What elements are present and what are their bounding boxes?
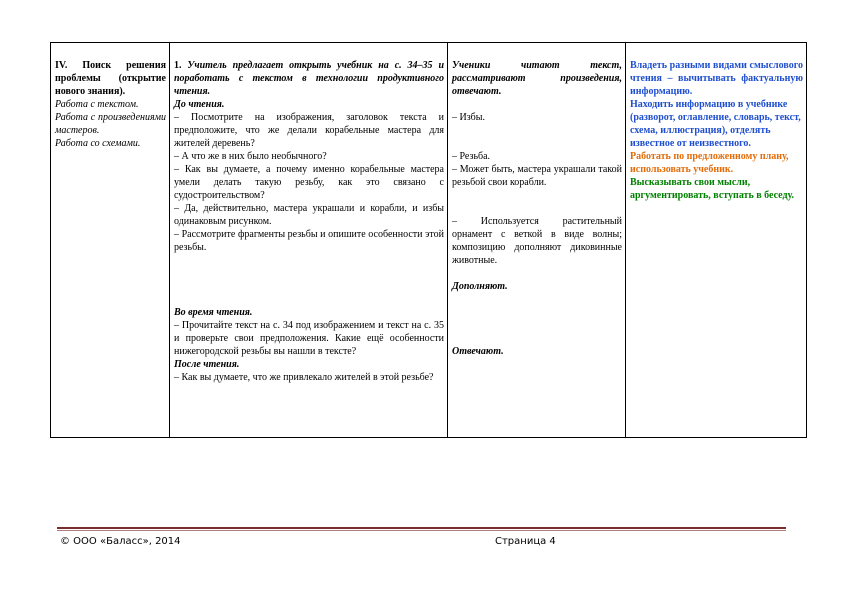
student-answer: – Избы.: [452, 112, 485, 123]
work-masters: Работа с произведениями мастеров.: [55, 112, 166, 136]
lesson-table: [50, 42, 807, 438]
footer-divider-thin: [57, 530, 786, 531]
spacer: [452, 124, 622, 150]
teacher-intro: [174, 59, 444, 98]
before-line: – А что же в них было необычного?: [174, 151, 327, 162]
spacer: [452, 189, 622, 215]
skills-cell: [626, 43, 807, 438]
student-answer: Дополняют.: [452, 281, 508, 292]
work-text: Работа с текстом.: [55, 99, 139, 110]
students-intro: Ученики читают текст, рассматривают произведения, отвечают.: [452, 60, 622, 97]
spacer: [452, 267, 622, 280]
during-reading-heading: Во время чтения.: [174, 307, 253, 318]
student-answer: – Используется растительный орнамент с веткой в виде волны; композицию дополняют диковинные животные.: [452, 216, 622, 266]
after-reading-heading: После чтения.: [174, 359, 240, 370]
before-reading-heading: До чтения.: [174, 99, 225, 110]
students-cell: [448, 43, 626, 438]
student-answer: Отвечают.: [452, 346, 504, 357]
stage-cell: [51, 43, 170, 438]
footer-copyright: © ООО «Баласс», 2014: [60, 536, 181, 547]
before-line: – Как вы думаете, а почему именно корабельные мастера умели делать такую резьбу, как это связано с судостроительством?: [174, 164, 444, 201]
skill-information: Находить информацию в учебнике (разворот, оглавление, словарь, текст, схема, иллюстрация), отделять известное от неизвестного.: [630, 99, 801, 149]
skill-reading: Владеть разными видами смыслового чтения – вычитывать фактуальную информацию.: [630, 60, 803, 97]
step-number: 1.: [174, 60, 182, 71]
spacer: [452, 293, 622, 345]
stage-title: IV. Поиск решения проблемы (открытие нового знания).: [55, 60, 166, 97]
student-answer: – Может быть, мастера украшали такой резьбой свои корабли.: [452, 164, 622, 188]
after-line: – Как вы думаете, что же привлекало жителей в этой резьбе?: [174, 372, 434, 383]
table-row: [51, 43, 807, 438]
work-schemes: Работа со схемами.: [55, 138, 141, 149]
teacher-cell: [170, 43, 448, 438]
student-answer: – Резьба.: [452, 151, 491, 162]
spacer: [452, 98, 622, 111]
during-line: – Прочитайте текст на с. 34 под изображением и текст на с. 35 и проверьте свои предположения. Какие ещё особенности нижегородской резьбы вы нашли в тексте?: [174, 320, 444, 357]
teacher-intro-text: Учитель предлагает открыть учебник на с. 34–35 и поработать с текстом в технологии продуктивного чтения.: [174, 60, 445, 97]
skill-communication: Высказывать свои мысли, аргументировать, вступать в беседу.: [630, 177, 795, 201]
before-line: – Да, действительно, мастера украшали и корабли, и избы одинаковым рисунком.: [174, 203, 444, 227]
footer-divider: [57, 527, 786, 529]
before-line: – Рассмотрите фрагменты резьбы и опишите особенности этой резьбы.: [174, 229, 444, 253]
spacer: [174, 254, 444, 306]
footer-page-number: Страница 4: [495, 536, 556, 547]
before-line: – Посмотрите на изображения, заголовок текста и предположите, что же делали корабельные мастера для жителей деревень?: [174, 112, 444, 149]
skill-plan: Работать по предложенному плану, использовать учебник.: [630, 151, 789, 175]
